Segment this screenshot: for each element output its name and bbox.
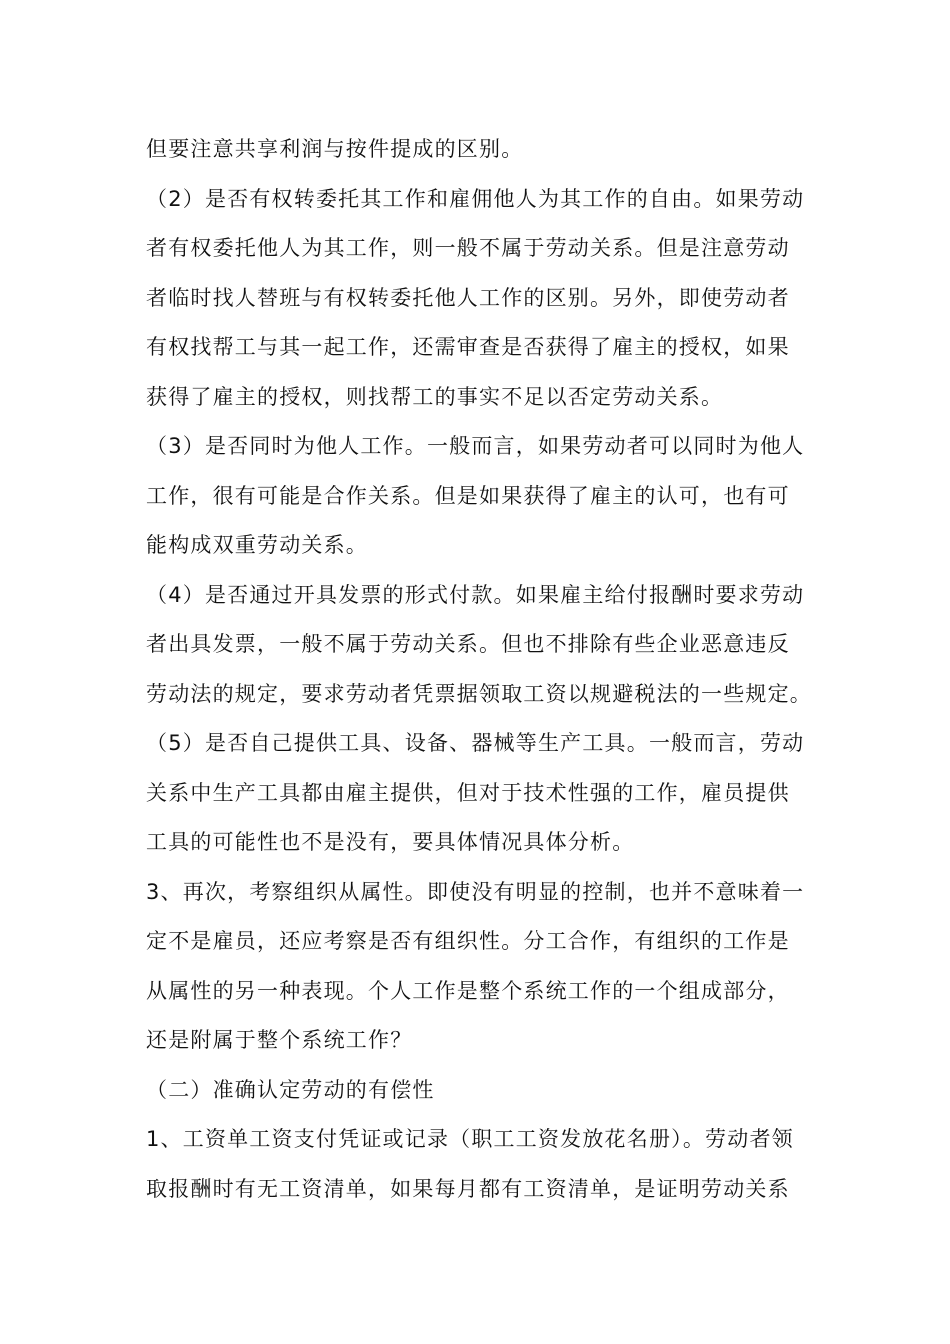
text-line: （3）是否同时为他人工作。一般而言，如果劳动者可以同时为他人	[146, 434, 805, 458]
text-line: 从属性的另一种表现。个人工作是整个系统工作的一个组成部分，	[146, 978, 790, 1003]
text-line: 还是附属于整个系统工作？	[146, 1028, 413, 1052]
text-line: 者有权委托他人为其工作，则一般不属于劳动关系。但是注意劳动	[146, 236, 790, 260]
text-line: （4）是否通过开具发票的形式付款。如果雇主给付报酬时要求劳动	[146, 582, 805, 607]
text-line: 有权找帮工与其一起工作，还需审查是否获得了雇主的授权，如果	[146, 335, 790, 359]
text-line: 能构成双重劳动关系。	[146, 533, 368, 557]
text-line: 1、工资单工资支付凭证或记录（职工工资发放花名册）。劳动者领	[146, 1127, 794, 1151]
text-line: 关系中生产工具都由雇主提供，但对于技术性强的工作，雇员提供	[146, 780, 790, 805]
text-line: （2）是否有权转委托其工作和雇佣他人为其工作的自由。如果劳动	[146, 186, 805, 211]
section-heading: （二）准确认定劳动的有偿性	[146, 1077, 435, 1102]
text-line: 取报酬时有无工资清单，如果每月都有工资清单，是证明劳动关系	[146, 1176, 790, 1201]
text-line: （5）是否自己提供工具、设备、器械等生产工具。一般而言，劳动	[146, 731, 805, 755]
text-line: 获得了雇主的授权，则找帮工的事实不足以否定劳动关系。	[146, 384, 724, 409]
text-line: 劳动法的规定，要求劳动者凭票据领取工资以规避税法的一些规定。	[146, 681, 812, 706]
text-line: 者临时找人替班与有权转委托他人工作的区别。另外，即使劳动者	[146, 285, 790, 310]
text-line: 工具的可能性也不是没有，要具体情况具体分析。	[146, 830, 635, 854]
text-line: 定不是雇员，还应考察是否有组织性。分工合作，有组织的工作是	[146, 929, 790, 953]
document-body	[146, 125, 812, 1214]
text-line: 者出具发票，一般不属于劳动关系。但也不排除有些企业恶意违反	[146, 632, 790, 656]
text-line: 3、再次，考察组织从属性。即使没有明显的控制，也并不意味着一	[146, 879, 805, 904]
text-line: 但要注意共享利润与按件提成的区别。	[146, 137, 524, 161]
text-line: 工作，很有可能是合作关系。但是如果获得了雇主的认可，也有可	[146, 483, 790, 508]
